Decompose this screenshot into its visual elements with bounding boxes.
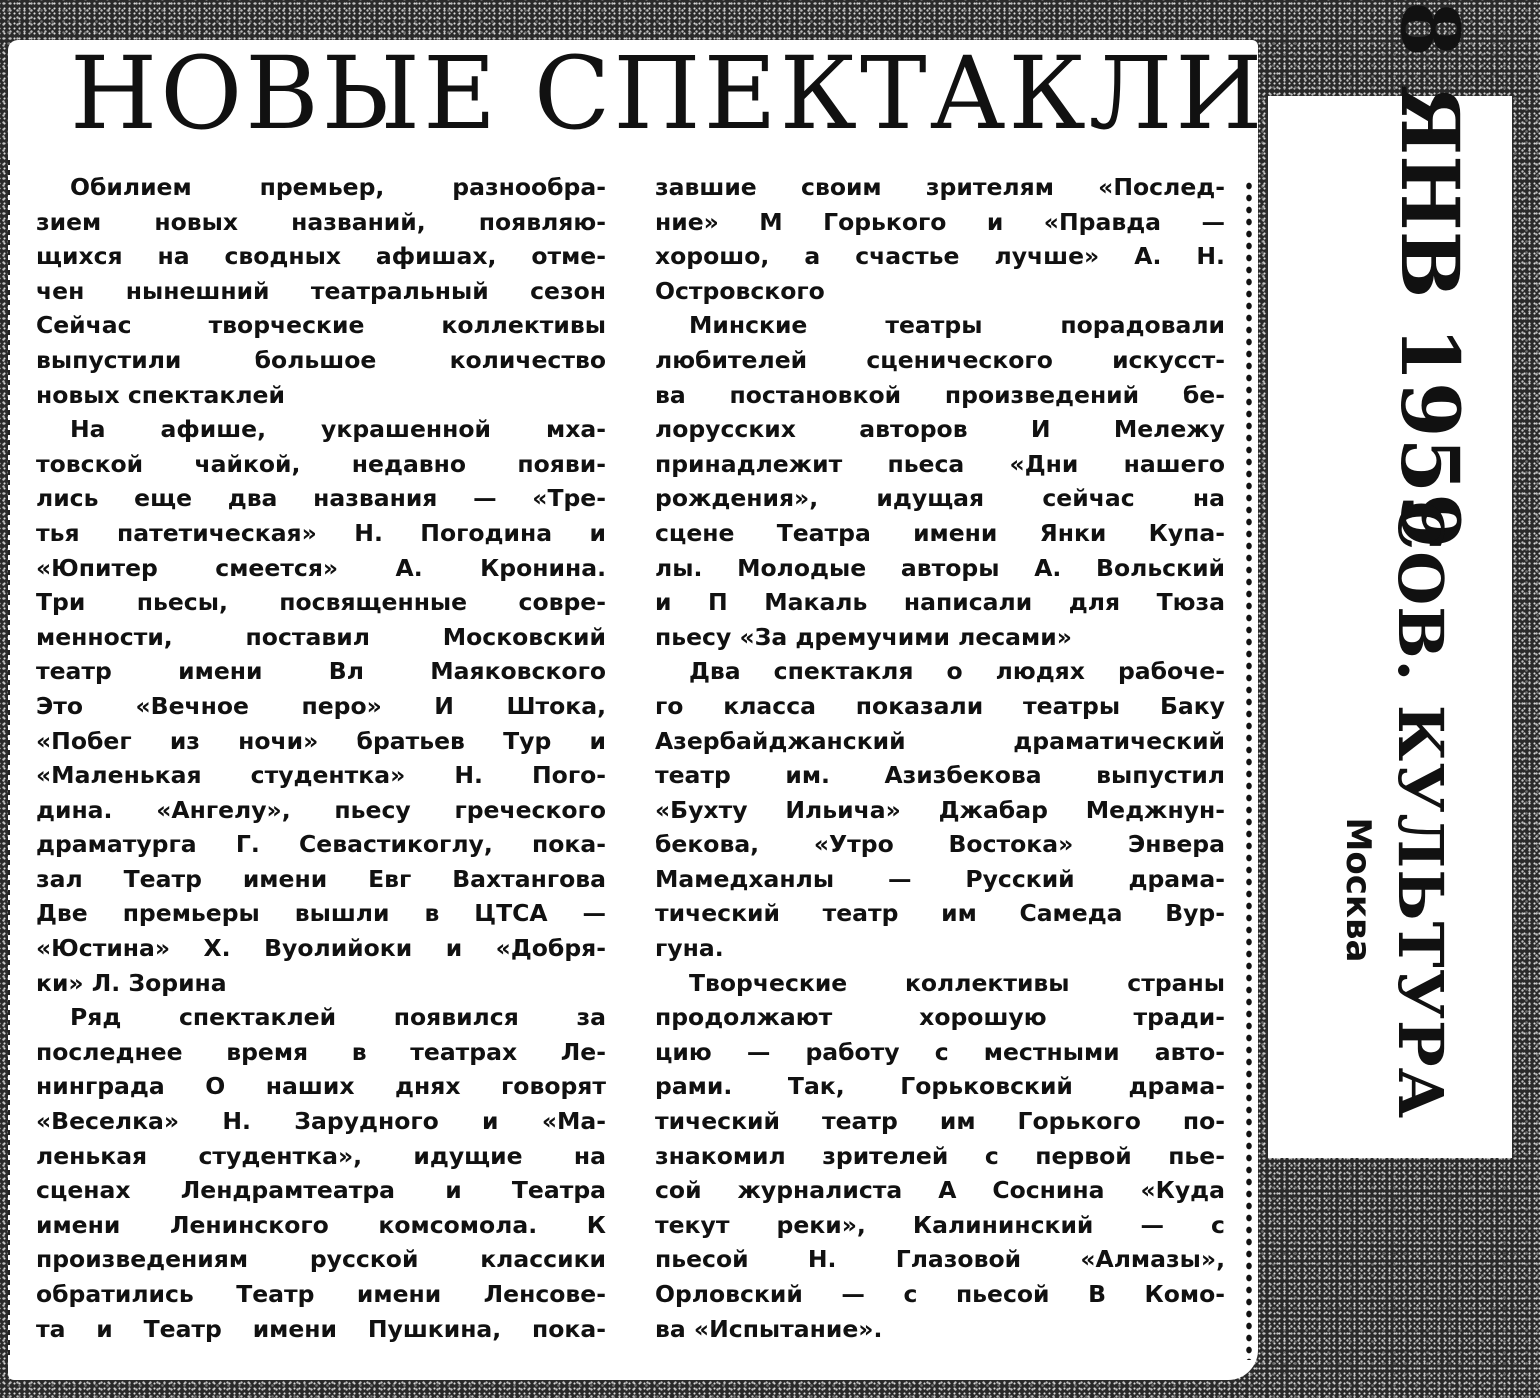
article-line: пьесу «За дремучими лесами» (655, 622, 1072, 651)
article-line: «Веселка» Н. Зарудного и «Ма- (36, 1107, 606, 1136)
date-stamp (1370, 1, 1490, 549)
article-line: обратились Театр имени Ленсове- (36, 1280, 606, 1308)
article-line: сой журналиста А Соснина «Куда (655, 1176, 1225, 1205)
article-column-left (36, 170, 606, 1346)
article-line: бекова, «Утро Востока» Энвера (655, 830, 1225, 859)
article-line: зием новых названий, появляю- (36, 207, 606, 236)
article-headline: НОВЫЕ СПЕКТАКЛИ (70, 35, 1266, 152)
article-line: зал Театр имени Евг Вахтангова (36, 864, 606, 893)
article-line: нинграда О наших днях говорят (36, 1072, 606, 1101)
article-line: текут реки», Калининский — с (655, 1210, 1225, 1239)
article-line: ние» М Горького и «Правда — (655, 207, 1225, 236)
article-line: последнее время в театрах Ле- (36, 1037, 606, 1066)
article-line: хорошо, а счастье лучше» А. Н. (655, 242, 1225, 271)
article-line: завшие своим зрителям «Послед- (655, 173, 1225, 201)
article-line: Мамедханлы — Русский драма- (655, 864, 1225, 893)
article-line: «Маленькая студентка» Н. Пого- (36, 761, 606, 790)
article-line: го класса показали театры Баку (655, 691, 1225, 720)
article-line: театр имени Вл Маяковского (36, 657, 606, 686)
article-line: тья патетическая» Н. Погодина и (36, 518, 606, 547)
article-line: ва «Испытание». (655, 1314, 883, 1343)
article-line: пьесой Н. Глазовой «Алмазы», (655, 1245, 1225, 1274)
article-line: принадлежит пьеса «Дни нашего (655, 449, 1225, 478)
article-line: та и Театр имени Пушкина, пока- (36, 1314, 606, 1343)
column-rule-right (1244, 180, 1254, 1360)
article-line: Островского (655, 276, 825, 305)
article-line: драматурга Г. Севастикоглу, пока- (36, 830, 606, 859)
article-line: рами. Так, Горьковский драма- (655, 1072, 1225, 1101)
article-line: Две премьеры вышли в ЦТСА — (36, 899, 606, 928)
article-line: знакомил зрителей с первой пье- (655, 1141, 1225, 1170)
article-line: «Бухту Ильича» Джабар Меджнун- (655, 795, 1225, 824)
article-line: ки» Л. Зорина (36, 968, 227, 997)
article-line: тический театр им Горького по- (655, 1107, 1225, 1136)
article-line: Это «Вечное перо» И Штока, (36, 691, 606, 720)
article-line: сценах Лендрамтеатра и Театра (36, 1176, 606, 1205)
article-line: Минские театры порадовали (689, 311, 1225, 340)
article-line: тический театр им Самеда Вур- (655, 899, 1225, 928)
article-line: лорусских авторов И Мележу (655, 415, 1225, 444)
article-line: чен нынешний театральный сезон (36, 276, 606, 305)
article-line: и П Макаль написали для Тюза (655, 588, 1225, 617)
article-line: лы. Молодые авторы А. Вольский (655, 553, 1225, 582)
source-stamp-city: Москва (1338, 817, 1378, 963)
article-line: любителей сценического искусст- (655, 345, 1225, 374)
article-line: лись еще два названия — «Тре- (36, 484, 606, 513)
date-stamp-text: 8 ЯНВ 1959 (1383, 1, 1477, 549)
article-line: рождения», идущая сейчас на (655, 484, 1225, 513)
article-line: менности, поставил Московский (36, 622, 606, 651)
article-line: Орловский — с пьесой В Комо- (655, 1280, 1225, 1308)
article-line: Два спектакля о людях рабоче- (689, 657, 1225, 686)
article-line: произведениям русской классики (36, 1245, 606, 1274)
article-line: «Юпитер смеется» А. Кронина. (36, 553, 606, 582)
article-line: «Юстина» Х. Вуолийоки и «Добря- (36, 934, 606, 963)
column-rule-left (8, 160, 10, 1360)
source-stamp-newspaper: СОВ. КУЛЬТУРА (1384, 500, 1457, 1120)
article-line: щихся на сводных афишах, отме- (36, 242, 606, 271)
article-line: Обилием премьер, разнообра- (70, 173, 606, 201)
article-line: дина. «Ангелу», пьесу греческого (36, 795, 606, 824)
article-column-right (655, 170, 1225, 1346)
article-line: Три пьесы, посвященные совре- (36, 588, 606, 617)
article-line: новых спектаклей (36, 380, 285, 409)
article-line: имени Ленинского комсомола. К (36, 1210, 606, 1239)
source-stamp (1330, 500, 1460, 1120)
article-line: Ряд спектаклей появился за (70, 1003, 606, 1032)
article-line: театр им. Азизбекова выпустил (655, 761, 1225, 790)
article-line: сцене Театра имени Янки Купа- (655, 518, 1225, 547)
article-line: Сейчас творческие коллективы (36, 311, 606, 340)
article-line: «Побег из ночи» братьев Тур и (36, 726, 606, 755)
article-line: товской чайкой, недавно появи- (36, 449, 606, 478)
article-line: цию — работу с местными авто- (655, 1037, 1225, 1066)
article-line: гуна. (655, 934, 724, 963)
article-line: На афише, украшенной мха- (70, 415, 606, 444)
article-line: Азербайджанский драматический (655, 726, 1225, 755)
article-line: Творческие коллективы страны (689, 968, 1225, 997)
article-line: продолжают хорошую тради- (655, 1003, 1225, 1032)
article-line: выпустили большое количество (36, 345, 606, 374)
article-line: ленькая студентка», идущие на (36, 1141, 606, 1170)
article-line: ва постановкой произведений бе- (655, 380, 1225, 409)
